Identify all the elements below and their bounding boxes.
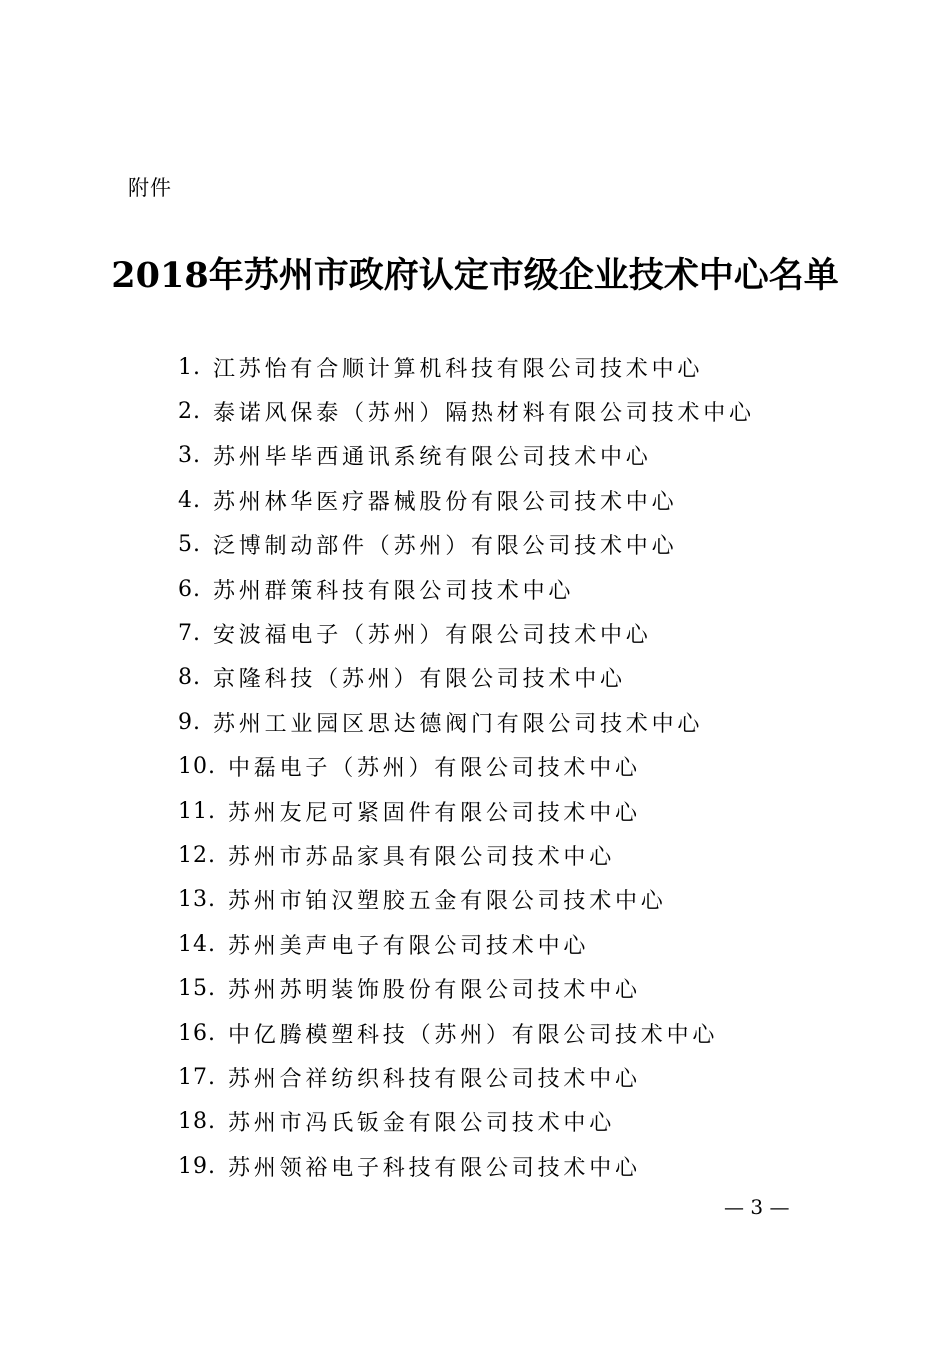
list-item [178,478,755,522]
item-number: 3. [178,443,201,469]
list-item [178,789,755,833]
list-item [178,700,755,744]
company-name: 江苏怡有合顺计算机科技有限公司技术中心 [213,356,704,382]
list-item [178,656,755,700]
company-name: 苏州毕毕西通讯系统有限公司技术中心 [213,445,652,471]
company-name: 苏州苏明装饰股份有限公司技术中心 [228,978,641,1004]
company-name: 苏州市铂汉塑胶五金有限公司技术中心 [228,889,667,915]
item-number: 4. [178,487,201,513]
list-item [178,1144,755,1188]
company-name: 苏州工业园区思达德阀门有限公司技术中心 [213,711,704,737]
list-item [178,1011,755,1055]
page-number: — 3 — [724,1195,790,1219]
item-number: 10. [178,754,216,780]
item-number: 7. [178,621,201,647]
list-item [178,922,755,966]
company-name: 安波福电子（苏州）有限公司技术中心 [213,623,652,649]
item-number: 6. [178,576,201,602]
company-name: 苏州市苏品家具有限公司技术中心 [228,844,616,870]
company-name: 苏州友尼可紧固件有限公司技术中心 [228,800,641,826]
list-item [178,434,755,478]
list-item [178,1055,755,1099]
company-name: 泰诺风保泰（苏州）隔热材料有限公司技术中心 [213,401,755,427]
company-name: 中亿腾模塑科技（苏州）有限公司技术中心 [228,1022,719,1048]
list-item [178,966,755,1010]
company-name: 泛博制动部件（苏州）有限公司技术中心 [213,534,678,560]
list-item [178,1100,755,1144]
page-title: 2018年苏州市政府认定市级企业技术中心名单 [111,255,839,296]
item-number: 14. [178,931,216,957]
item-number: 8. [178,665,201,691]
item-number: 9. [178,709,201,735]
item-number: 17. [178,1064,216,1090]
attachment-label: 附件 [128,176,172,200]
company-name: 苏州合祥纺织科技有限公司技术中心 [228,1066,641,1092]
item-number: 1. [178,354,201,380]
item-number: 13. [178,887,216,913]
item-number: 11. [178,798,216,824]
list-item [178,523,755,567]
item-number: 18. [178,1109,216,1135]
company-list [178,345,755,1188]
list-item [178,389,755,433]
company-name: 京隆科技（苏州）有限公司技术中心 [213,667,626,693]
item-number: 19. [178,1153,216,1179]
list-item [178,567,755,611]
company-name: 苏州林华医疗器械股份有限公司技术中心 [213,489,678,515]
item-number: 15. [178,976,216,1002]
list-item [178,611,755,655]
list-item [178,878,755,922]
list-item [178,745,755,789]
item-number: 16. [178,1020,216,1046]
item-number: 12. [178,842,216,868]
company-name: 苏州领裕电子科技有限公司技术中心 [228,1155,641,1181]
company-name: 苏州美声电子有限公司技术中心 [228,933,590,959]
company-name: 中磊电子（苏州）有限公司技术中心 [228,756,641,782]
company-name: 苏州市冯氏钣金有限公司技术中心 [228,1111,616,1137]
list-item [178,833,755,877]
item-number: 2. [178,399,201,425]
company-name: 苏州群策科技有限公司技术中心 [213,578,575,604]
item-number: 5. [178,532,201,558]
list-item [178,345,755,389]
